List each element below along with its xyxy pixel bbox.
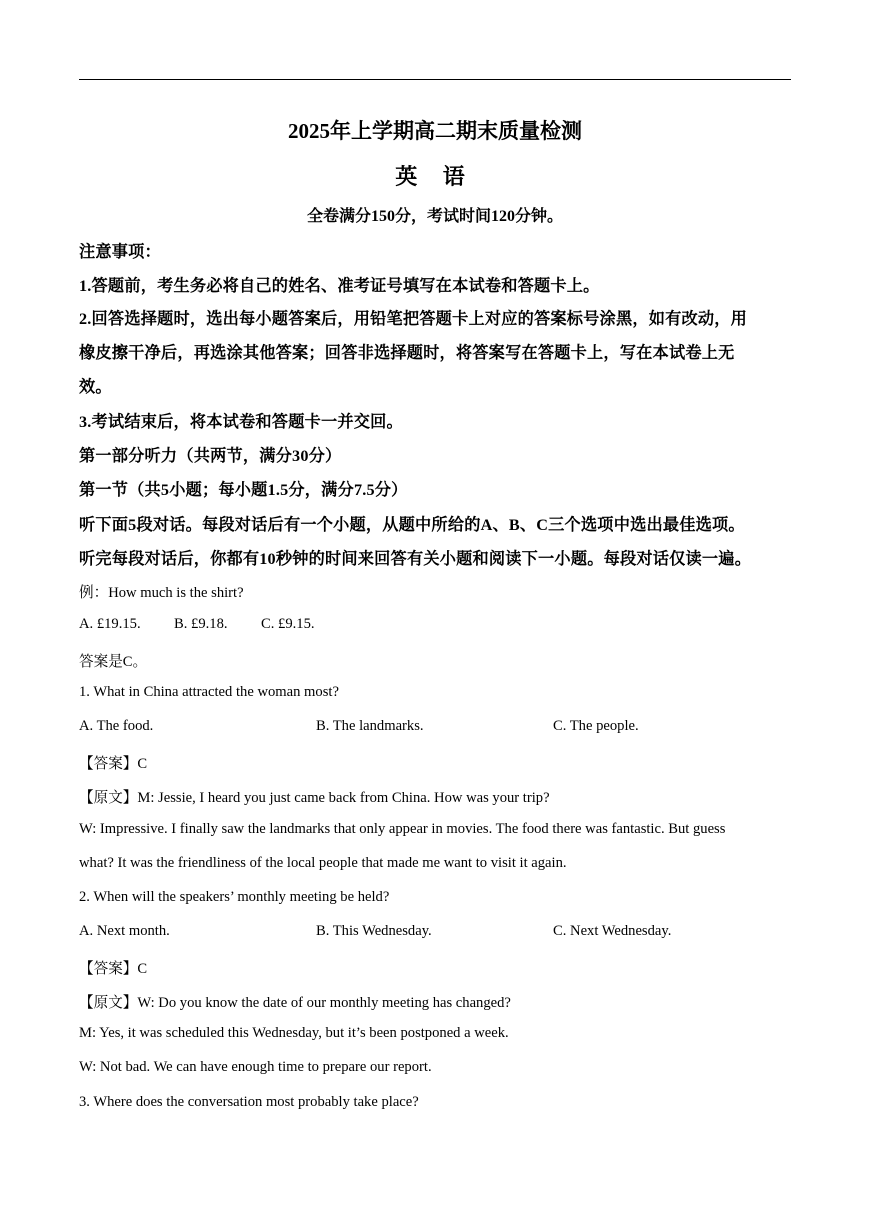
- section1-heading: 第一节（共5小题；每小题1.5分，满分7.5分）: [79, 481, 408, 499]
- q1-option-a: A. The food.: [79, 718, 154, 734]
- q1-transcript-line-1: 【原文】M: Jessie, I heard you just came back from China. How was your trip?: [79, 790, 550, 806]
- notice-item-2-line-1: 2.回答选择题时，选出每小题答案后，用铅笔把答题卡上对应的答案标号涂黑，如有改动，用: [79, 310, 748, 328]
- header-rule: [79, 79, 791, 80]
- q2-transcript-line-2: M: Yes, it was scheduled this Wednesday, but it’s been postponed a week.: [79, 1025, 509, 1041]
- score-note: 全卷满分150分，考试时间120分钟。: [306, 208, 563, 225]
- instructions-line-2: 听完每段对话后，你都有10秒钟的时间来回答有关小题和阅读下一小题。每段对话仅读一遍。: [79, 550, 752, 568]
- q2-option-a: A. Next month.: [79, 923, 170, 939]
- q1-transcript-line-2: W: Impressive. I finally saw the landmarks that only appear in movies. The food there was fantastic. But guess: [79, 821, 726, 837]
- example-option-b: B. £9.18.: [174, 616, 228, 632]
- question-2: 2. When will the speakers’ monthly meeting be held?: [79, 889, 390, 905]
- example-option-c: C. £9.15.: [261, 616, 315, 632]
- question-1: 1. What in China attracted the woman most?: [79, 684, 339, 700]
- subject-title: 英 语: [395, 164, 475, 189]
- q1-answer: 【答案】C: [79, 756, 148, 772]
- example-option-a: A. £19.15.: [79, 616, 141, 632]
- notice-heading: 注意事项：: [79, 243, 161, 261]
- q1-transcript-line-3: what? It was the friendliness of the local people that made me want to visit it again.: [79, 855, 567, 871]
- q1-option-c: C. The people.: [553, 718, 639, 734]
- notice-item-1: 1.答题前，考生务必将自己的姓名、准考证号填写在本试卷和答题卡上。: [79, 277, 600, 295]
- instructions-line-1: 听下面5段对话。每段对话后有一个小题，从题中所给的A、B、C三个选项中选出最佳选项。: [79, 516, 745, 534]
- q2-option-c: C. Next Wednesday.: [553, 923, 672, 939]
- q2-answer: 【答案】C: [79, 961, 148, 977]
- question-3: 3. Where does the conversation most probably take place?: [79, 1094, 419, 1110]
- notice-item-2-line-3: 效。: [79, 378, 112, 396]
- notice-item-3: 3.考试结束后，将本试卷和答题卡一并交回。: [79, 413, 403, 431]
- q2-option-b: B. This Wednesday.: [316, 923, 432, 939]
- notice-item-2-line-2: 橡皮擦干净后，再选涂其他答案；回答非选择题时，将答案写在答题卡上，写在本试卷上无: [79, 344, 735, 362]
- q2-transcript-line-3: W: Not bad. We can have enough time to prepare our report.: [79, 1059, 432, 1075]
- q2-transcript-line-1: 【原文】W: Do you know the date of our monthly meeting has changed?: [79, 995, 511, 1011]
- example-answer: 答案是C。: [79, 654, 148, 670]
- exam-title: 2025年上学期高二期末质量检测: [288, 119, 582, 143]
- part1-heading: 第一部分听力（共两节，满分30分）: [79, 447, 342, 465]
- q1-option-b: B. The landmarks.: [316, 718, 424, 734]
- example-question: 例：How much is the shirt?: [79, 585, 244, 601]
